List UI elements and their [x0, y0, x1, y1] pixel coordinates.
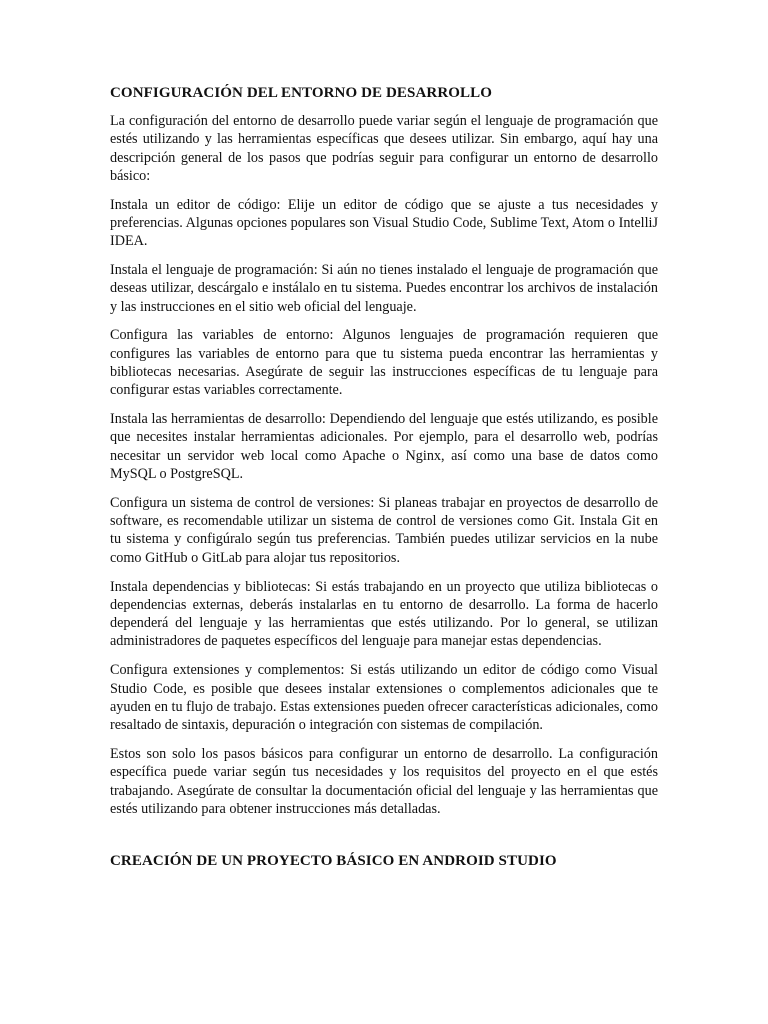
paragraph-programming-language: Instala el lenguaje de programación: Si aún no tienes instalado el lenguaje de programación que deseas utilizar, descárgalo e instálalo en tu sistema. Puedes encontrar los archivos de instalación y las instrucciones en el sitio web oficial del lenguaje.: [110, 262, 658, 315]
paragraph-dev-tools: Instala las herramientas de desarrollo: Dependiendo del lenguaje que estés utilizando, es posible que necesites instalar herramientas adicionales. Por ejemplo, para el desarrollo web, podrías necesitar un servidor web local como Apache o Nginx, así como una base de datos como MySQL o PostgreSQL.: [110, 411, 658, 483]
paragraph-extensions: Configura extensiones y complementos: Si estás utilizando un editor de código como Visual Studio Code, es posible que desees instalar extensiones o complementos adicionales que te ayuden en tu flujo de trabajo. Estas extensiones pueden ofrecer características adicionales, como resaltado de sintaxis, depuración o integración con sistemas de compilación.: [110, 662, 658, 734]
section-heading-environment-setup: CONFIGURACIÓN DEL ENTORNO DE DESARROLLO: [110, 85, 493, 101]
document-page: [110, 84, 658, 880]
paragraph-version-control: Configura un sistema de control de versiones: Si planeas trabajar en proyectos de desarrollo de software, es recomendable utilizar un sistema de control de versiones como Git. Instala Git en tu sistema y configúralo según tus preferencias. También puedes utilizar servicios en la nube como GitHub o GitLab para alojar tus repositorios.: [110, 494, 658, 566]
paragraph-intro: La configuración del entorno de desarrollo puede variar según el lenguaje de programación que estés utilizando y las herramientas específicas que desees utilizar. Sin embargo, aquí hay una descripción general de los pasos que podrías seguir para configurar un entorno de desarrollo básico:: [110, 113, 658, 184]
paragraph-code-editor: Instala un editor de código: Elije un editor de código que se ajuste a tus necesidades y preferencias. Algunas opciones populares son Visual Studio Code, Sublime Text, Atom o IntelliJ IDEA.: [110, 196, 658, 250]
paragraph-environment-variables: Configura las variables de entorno: Algunos lenguajes de programación requieren que configures las variables de entorno para que tu sistema pueda encontrar las herramientas y bibliotecas necesarias. Asegúrate de seguir las instrucciones específicas de tu lenguaje para configurar estas variables correctamente.: [110, 327, 658, 399]
section-heading-android-project: CREACIÓN DE UN PROYECTO BÁSICO EN ANDROID STUDIO: [110, 853, 557, 870]
paragraph-dependencies: Instala dependencias y bibliotecas: Si estás trabajando en un proyecto que utiliza bibliotecas o dependencias externas, deberás instalarlas en tu entorno de desarrollo. La forma de hacerlo dependerá del lenguaje y las herramientas que estés utilizando. Por lo general, se utilizan administradores de paquetes específicos del lenguaje para manejar estas dependencias.: [110, 578, 658, 650]
paragraph-conclusion: Estos son solo los pasos básicos para configurar un entorno de desarrollo. La configuración específica puede variar según tus necesidades y los requisitos del proyecto en el que estés trabajando. Asegúrate de consultar la documentación oficial del lenguaje y las herramientas que estés utilizando para obtener instrucciones más detalladas.: [110, 745, 658, 817]
